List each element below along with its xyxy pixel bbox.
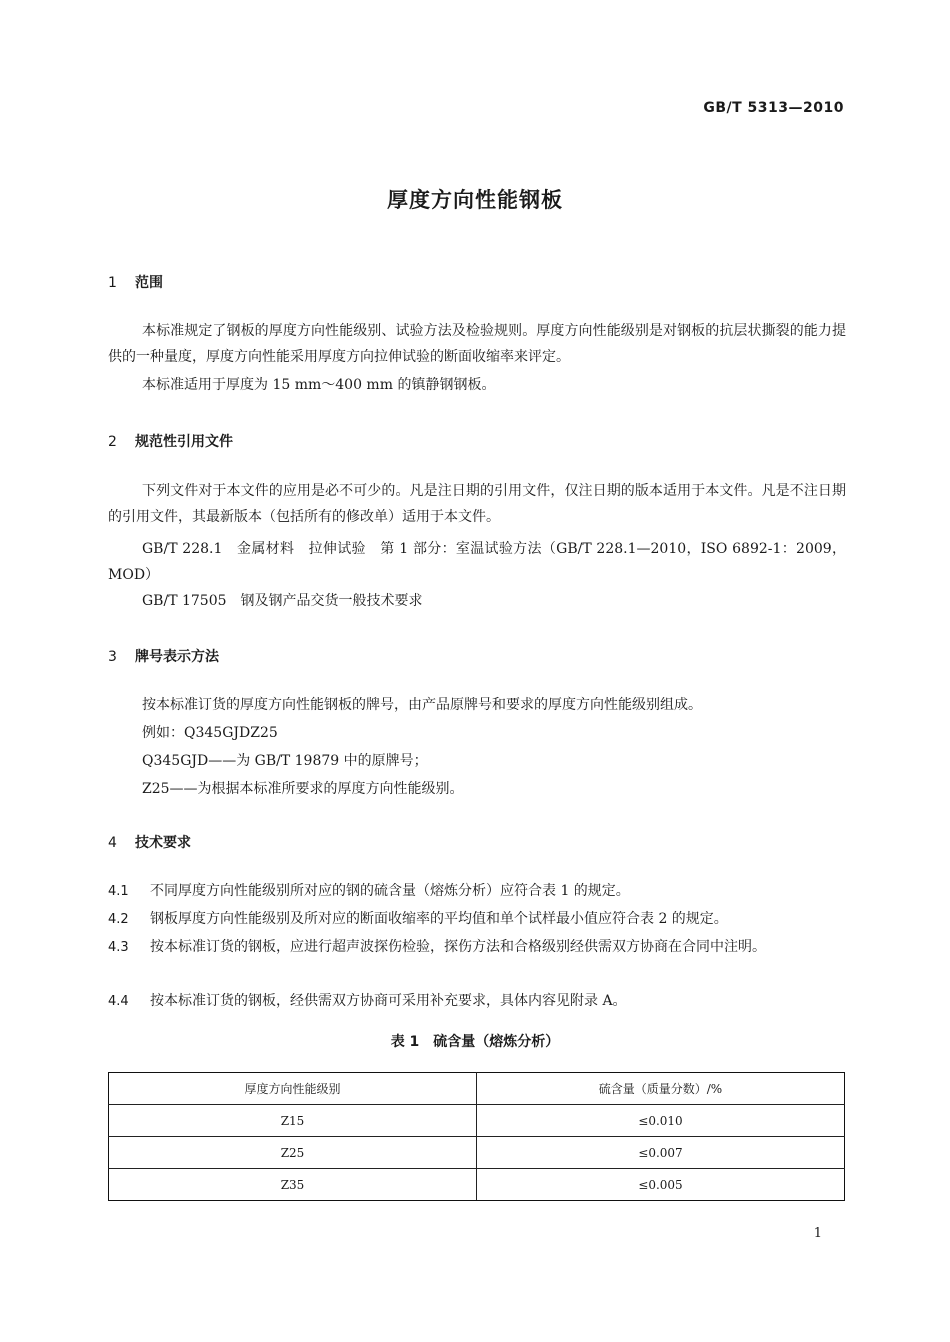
table-row [109, 1169, 845, 1201]
clause-4-1 [108, 878, 846, 905]
example-line: Z25——为根据本标准所要求的厚度方向性能级别。 [142, 781, 464, 797]
column-header: 硫含量（质量分数）/% [477, 1073, 845, 1105]
section-title: 技术要求 [135, 835, 191, 851]
section-heading-1 [108, 272, 163, 292]
table-cell: Z25 [109, 1137, 477, 1169]
section-title: 规范性引用文件 [135, 434, 233, 450]
clause-number: 4.3 [108, 940, 129, 955]
page-number: 1 [813, 1226, 822, 1241]
clause-number: 4.4 [108, 994, 129, 1009]
clause-text: 钢板厚度方向性能级别及所对应的断面收缩率的平均值和单个试样最小值应符合表 2 的规定。 [150, 911, 728, 927]
reference-item: GB/T 17505 钢及钢产品交货一般技术要求 [142, 593, 423, 609]
paragraph: 下列文件对于本文件的应用是必不可少的。凡是注日期的引用文件，仅注日期的版本适用于本文件。凡是不注日期的引用文件，其最新版本（包括所有的修改单）适用于本文件。 [108, 483, 846, 525]
paragraph: 本标准适用于厚度为 15 mm～400 mm 的镇静钢钢板。 [142, 377, 496, 393]
paragraph: 按本标准订货的厚度方向性能钢板的牌号，由产品原牌号和要求的厚度方向性能级别组成。 [142, 697, 702, 713]
section-number: 3 [108, 649, 117, 665]
section-heading-3 [108, 646, 219, 666]
clause-text: 不同厚度方向性能级别所对应的钢的硫含量（熔炼分析）应符合表 1 的规定。 [150, 883, 630, 899]
clause-text: 按本标准订货的钢板，经供需双方协商可采用补充要求，具体内容见附录 A。 [150, 993, 627, 1009]
table-cell: ≤0.005 [477, 1169, 845, 1201]
clause-number: 4.2 [108, 912, 129, 927]
clause-4-3 [108, 934, 846, 961]
section-heading-4 [108, 832, 191, 852]
column-header: 厚度方向性能级别 [109, 1073, 477, 1105]
clause-4-4 [108, 988, 846, 1015]
table-header-row [109, 1073, 845, 1105]
section-number: 4 [108, 835, 117, 851]
table-row [109, 1137, 845, 1169]
table-cell: ≤0.010 [477, 1105, 845, 1137]
section-title: 牌号表示方法 [135, 649, 219, 665]
section-title: 范围 [135, 275, 163, 291]
standard-number: GB/T 5313—2010 [703, 100, 844, 116]
example-line: Q345GJD——为 GB/T 19879 中的原牌号； [142, 753, 428, 769]
table-cell: Z15 [109, 1105, 477, 1137]
section-number: 1 [108, 275, 117, 291]
sulfur-content-table [108, 1072, 845, 1201]
example-line: 例如：Q345GJDZ25 [142, 725, 278, 741]
clause-text: 按本标准订货的钢板，应进行超声波探伤检验，探伤方法和合格级别经供需双方协商在合同中注明。 [150, 939, 766, 955]
paragraph: 本标准规定了钢板的厚度方向性能级别、试验方法及检验规则。厚度方向性能级别是对钢板的抗层状撕裂的能力提供的一种量度，厚度方向性能采用厚度方向拉伸试验的断面收缩率来评定。 [108, 323, 846, 365]
section-number: 2 [108, 434, 117, 450]
document-title: 厚度方向性能钢板 [387, 188, 563, 212]
table-cell: Z35 [109, 1169, 477, 1201]
reference-item: GB/T 228.1 金属材料 拉伸试验 第 1 部分：室温试验方法（GB/T 228.1—2010，ISO 6892-1：2009，MOD） [108, 541, 846, 583]
table-row [109, 1105, 845, 1137]
section-heading-2 [108, 431, 233, 451]
table-cell: ≤0.007 [477, 1137, 845, 1169]
clause-number: 4.1 [108, 884, 129, 899]
clause-4-2 [108, 906, 846, 933]
table-caption: 表 1 硫含量（熔炼分析） [390, 1034, 560, 1050]
